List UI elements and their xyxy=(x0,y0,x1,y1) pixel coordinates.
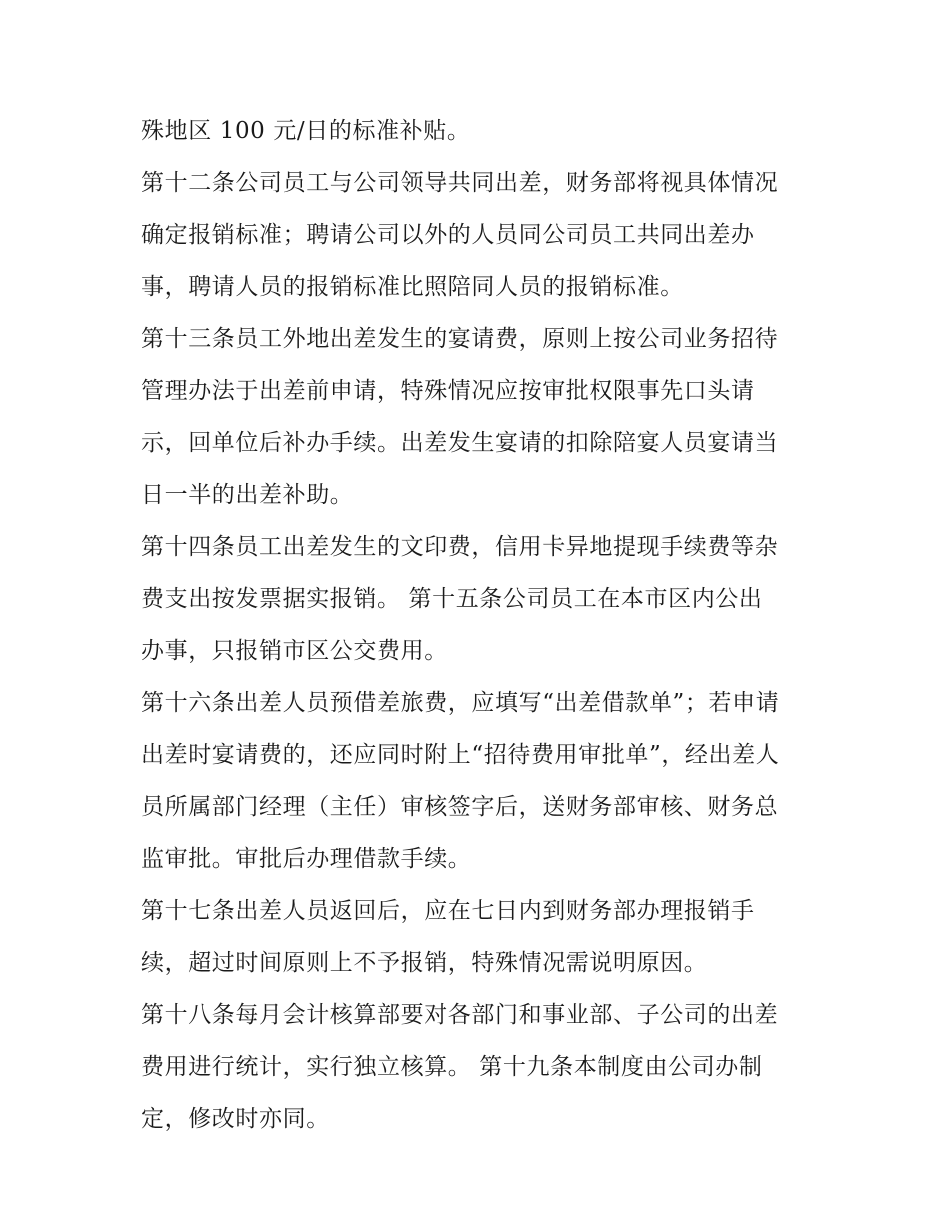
text-line: 出差时宴请费的，还应同时附上“招待费用审批单”，经出差人 xyxy=(141,742,780,768)
text-line: 办事，只报销市区公交费用。 xyxy=(141,638,448,664)
text-line: 第十三条员工外地出差发生的宴请费，原则上按公司业务招待 xyxy=(141,326,779,352)
text-line: 第十八条每月会计核算部要对各部门和事业部、子公司的出差 xyxy=(141,1002,779,1028)
text-line: 示，回单位后补办手续。出差发生宴请的扣除陪宴人员宴请当 xyxy=(141,430,779,456)
text-line: 殊地区 100 元/日的标准补贴。 xyxy=(141,118,471,144)
text-line: 第十六条出差人员预借差旅费，应填写“出差借款单”；若申请 xyxy=(141,690,780,716)
text-line: 费支出按发票据实报销。 第十五条公司员工在本市区内公出 xyxy=(141,586,763,612)
text-line: 费用进行统计，实行独立核算。 第十九条本制度由公司办制 xyxy=(141,1054,763,1080)
text-line: 第十二条公司员工与公司领导共同出差，财务部将视具体情况 xyxy=(141,170,779,196)
text-line: 定，修改时亦同。 xyxy=(141,1106,330,1132)
document-body xyxy=(141,105,813,1145)
text-line: 确定报销标准；聘请公司以外的人员同公司员工共同出差办 xyxy=(141,222,755,248)
text-line: 管理办法于出差前申请，特殊情况应按审批权限事先口头请 xyxy=(141,378,755,404)
text-line: 事，聘请人员的报销标准比照陪同人员的报销标准。 xyxy=(141,274,684,300)
text-line: 员所属部门经理（主任）审核签字后，送财务部审核、财务总 xyxy=(141,794,779,820)
text-line: 监审批。审批后办理借款手续。 xyxy=(141,846,472,872)
text-line: 第十四条员工出差发生的文印费，信用卡异地提现手续费等杂 xyxy=(141,534,779,560)
text-line: 日一半的出差补助。 xyxy=(141,482,354,508)
text-line: 续，超过时间原则上不予报销，特殊情况需说明原因。 xyxy=(141,950,708,976)
text-line: 第十七条出差人员返回后，应在七日内到财务部办理报销手 xyxy=(141,898,755,924)
